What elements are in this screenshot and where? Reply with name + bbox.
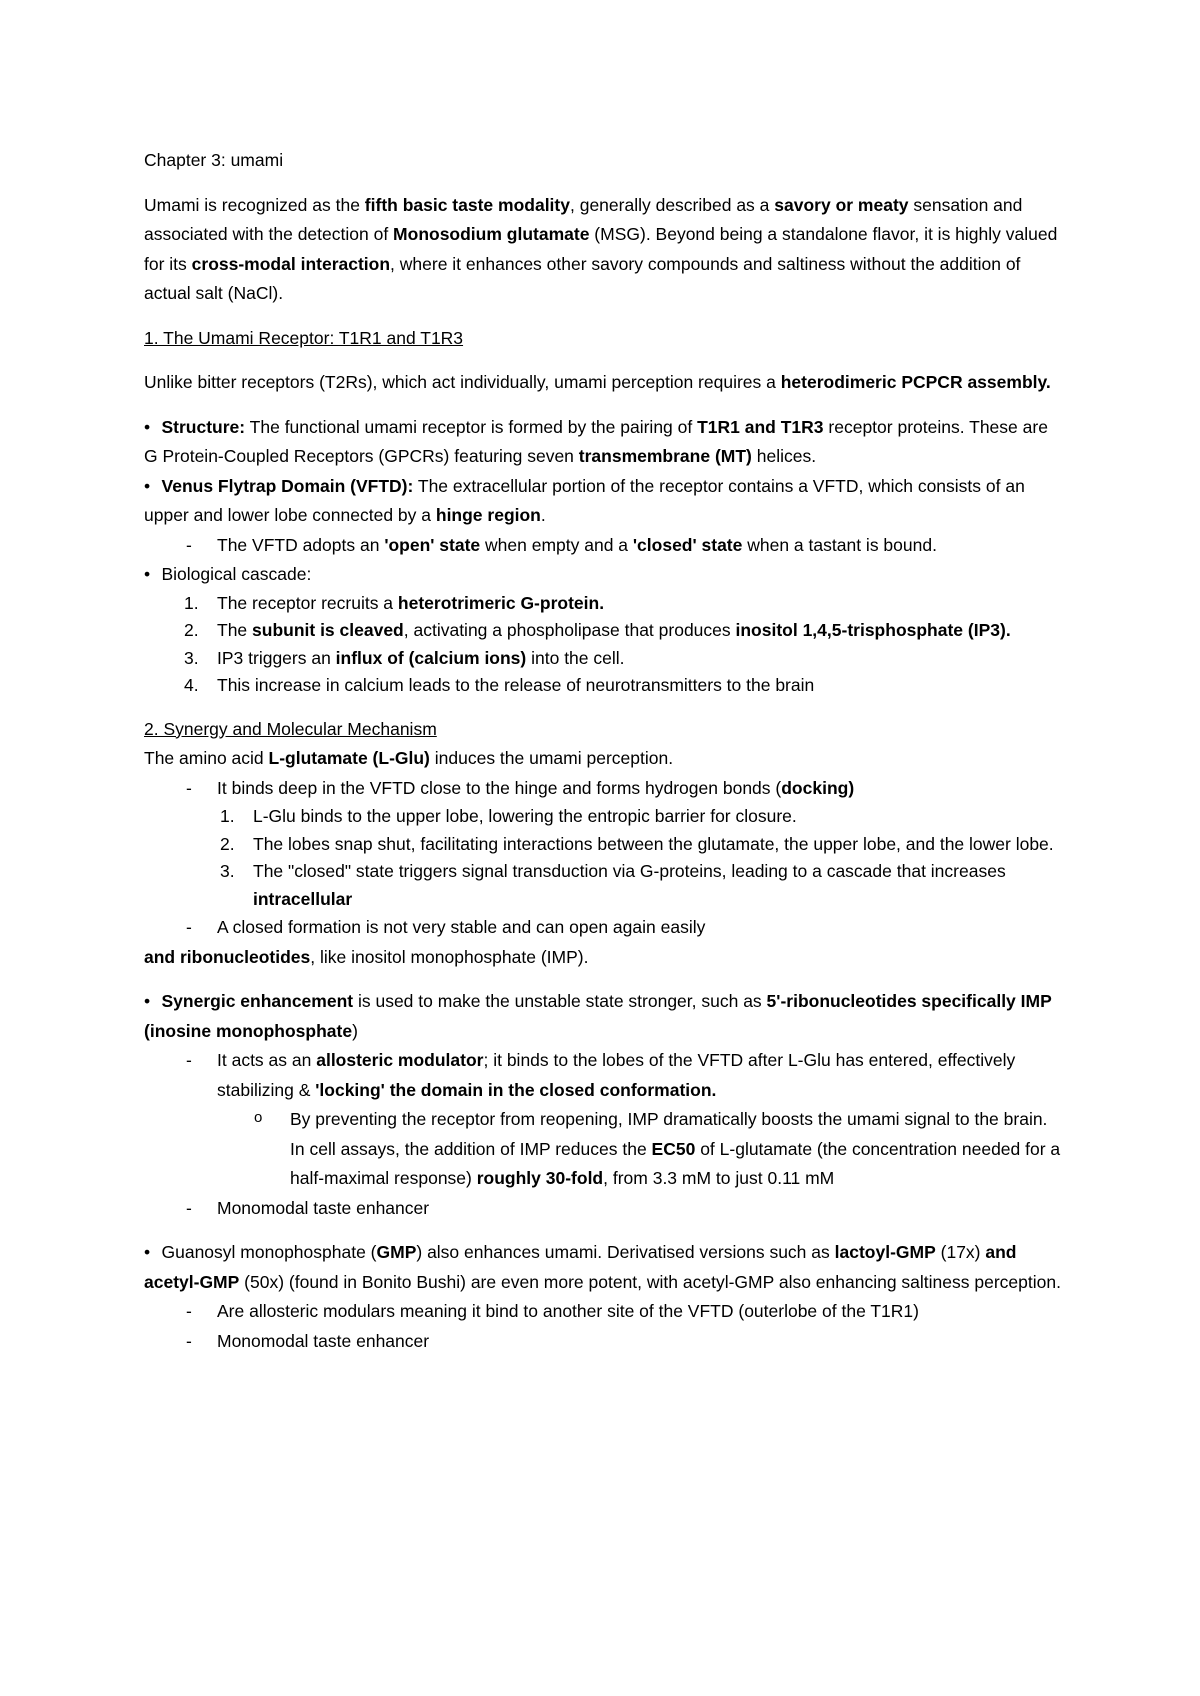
list-item <box>144 590 1064 618</box>
chapter-title: Chapter 3: umami <box>144 150 284 170</box>
structure-bold: transmembrane (MT) <box>578 446 752 466</box>
item-bold: roughly 30-fold <box>476 1168 604 1188</box>
step-number: 2. <box>220 833 235 854</box>
cascade-bullet <box>144 560 1064 590</box>
lead-text: induces the umami perception. <box>429 748 674 768</box>
structure-text: The functional umami receptor is formed by the pairing of <box>245 416 698 437</box>
item-bold: EC50 <box>651 1138 696 1159</box>
lead-bold: L-glutamate (L-Glu) <box>268 748 430 768</box>
step-text: This increase in calcium leads to the release of neurotransmitters to the brain <box>217 675 815 695</box>
list-item <box>144 831 1064 859</box>
step-bold: inositol 1,4,5-trisphosphate (IP3). <box>735 620 1011 640</box>
step-text: The <box>217 620 253 640</box>
item-text: when empty and a <box>480 534 633 555</box>
structure-text: receptor proteins. These are G Protein-Coupled Receptors (GPCRs) featuring seven <box>144 416 1048 466</box>
section1-lead <box>144 368 1064 398</box>
step-number: 3. <box>184 647 199 668</box>
lead-text: Unlike bitter receptors (T2Rs), which act individually, umami perception requires a <box>144 372 781 392</box>
step-number: 4. <box>184 675 199 695</box>
cascade-steps <box>144 590 1064 700</box>
vftd-bullet <box>144 472 1064 531</box>
intro-bold: fifth basic taste modality <box>364 194 570 215</box>
structure-text: helices. <box>751 446 817 466</box>
vftd-label: Venus Flytrap Domain (VFTD): <box>161 475 414 496</box>
synergic-dash-list <box>144 1046 1064 1105</box>
list-item <box>144 803 1064 831</box>
document-body <box>144 146 1064 1356</box>
bullet-glyph: • <box>144 1242 151 1262</box>
item-text: It acts as an <box>217 1050 317 1070</box>
step-bold: intracellular <box>253 888 353 909</box>
item-bold: 'locking' the domain in the closed conformation. <box>315 1079 717 1100</box>
step-text: , activating a phospholipase that produces <box>403 620 736 640</box>
synergic-text: ) <box>352 1020 358 1041</box>
section2-dash-list <box>144 774 1064 804</box>
item-text: The VFTD adopts an <box>217 534 385 555</box>
intro-text: , generally described as a <box>569 194 775 215</box>
list-item: - Monomodal taste enhancer <box>144 1327 1064 1357</box>
item-bold: allosteric modulator <box>316 1050 484 1070</box>
intro-paragraph <box>144 191 1064 309</box>
bullet-glyph: • <box>144 475 151 496</box>
gmp-text: (50x) (found in Bonito Bushi) are even more potent, with acetyl-GMP also enhancing saltiness perception. <box>239 1271 1061 1292</box>
step-number: 1. <box>184 592 199 613</box>
intro-text: Umami is recognized as the <box>144 194 365 215</box>
item-bold: docking) <box>781 777 855 798</box>
section2-heading: 2. Synergy and Molecular Mechanism <box>144 718 437 739</box>
item-text: ; it binds to the lobes of the VFTD after L-Glu has entered, effectively stabilizing & <box>217 1050 1016 1100</box>
step-text: The "closed" state triggers signal transduction via G-proteins, leading to a cascade that increases <box>253 861 1006 881</box>
list-item <box>144 617 1064 645</box>
lead-bold: heterodimeric PCPCR assembly. <box>780 372 1051 392</box>
list-item: - Monomodal taste enhancer <box>144 1194 1064 1224</box>
cascade-label: Biological cascade: <box>161 564 312 584</box>
synergic-dash-list-2 <box>144 1194 1064 1224</box>
step-bold: influx of (calcium ions) <box>335 647 527 668</box>
lead-text: The amino acid <box>144 748 269 768</box>
intro-bold: cross-modal interaction <box>191 253 391 274</box>
gmp-bold: GMP <box>376 1242 417 1262</box>
step-text: The lobes snap shut, facilitating interactions between the glutamate, the upper lobe, and the lower lobe. <box>253 833 1054 854</box>
item-text: of L-glutamate (the concentration needed for a half-maximal response) <box>290 1138 1061 1188</box>
intro-bold: Monosodium glutamate <box>393 224 590 244</box>
section1-heading: 1. The Umami Receptor: T1R1 and T1R3 <box>144 327 464 348</box>
list-item <box>144 1046 1064 1105</box>
gmp-dash-list <box>144 1297 1064 1356</box>
step-number: 3. <box>220 861 235 881</box>
vftd-text: . <box>540 505 546 525</box>
item-bold: 'open' state <box>384 534 481 555</box>
gmp-text: (17x) <box>935 1242 986 1262</box>
intro-text: sensation and associated with the detection of <box>144 194 1023 244</box>
list-item <box>144 672 1064 700</box>
section2-dash-list-2 <box>144 913 1064 943</box>
bullet-glyph: • <box>144 416 151 437</box>
vftd-bold: hinge region <box>435 505 541 525</box>
list-item <box>144 531 1064 561</box>
gmp-text: Guanosyl monophosphate ( <box>161 1242 377 1262</box>
vftd-dash-list <box>144 531 1064 561</box>
list-item <box>144 858 1064 913</box>
vftd-text: The extracellular portion of the receptor contains a VFTD, which consists of an upper and lower lobe connected by a <box>144 475 1025 525</box>
structure-bold: T1R1 and T1R3 <box>697 416 824 437</box>
step-bold: subunit is cleaved <box>252 620 404 640</box>
list-item <box>144 645 1064 673</box>
gmp-bullet <box>144 1238 1064 1297</box>
structure-label: Structure: <box>161 416 246 437</box>
item-text: It binds deep in the VFTD close to the hinge and forms hydrogen bonds ( <box>217 777 782 798</box>
synergic-sub-list <box>144 1105 1064 1194</box>
step-bold: heterotrimeric G-protein. <box>397 592 605 613</box>
list-item <box>144 774 1064 804</box>
step-number: 2. <box>184 620 199 640</box>
synergic-text: is used to make the unstable state stronger, such as <box>353 991 767 1011</box>
step-text: The receptor recruits a <box>217 592 398 613</box>
list-item: - A closed formation is not very stable and can open again easily <box>144 913 1064 943</box>
gmp-text: ) also enhances umami. Derivatised versions such as <box>416 1242 835 1262</box>
bullet-glyph: • <box>144 564 151 584</box>
item-bold: 'closed' state <box>632 534 743 555</box>
step-text: IP3 triggers an <box>217 647 336 668</box>
ribo-text: , like inositol monophosphate (IMP). <box>310 946 589 967</box>
item-text: , from 3.3 mM to just 0.11 mM <box>603 1168 835 1188</box>
list-item: - Are allosteric modulars meaning it bind to another site of the VFTD (outerlobe of the T1R1) <box>144 1297 1064 1327</box>
step-text: into the cell. <box>526 647 625 668</box>
synergic-label: Synergic enhancement <box>161 991 354 1011</box>
intro-text: (MSG). Beyond being a standalone flavor, it is highly valued for its <box>144 224 1058 274</box>
ribonucleotides-line <box>144 943 1064 973</box>
synergic-bold: 5'-ribonucleotides specifically IMP (inosine monophosphate <box>144 991 1052 1041</box>
item-text: By preventing the receptor from reopening, IMP dramatically boosts the umami signal to the brain. In cell assays, the addition of IMP reduces the <box>290 1109 1048 1159</box>
gmp-bold: lactoyl-GMP <box>834 1242 936 1262</box>
ribo-bold: and ribonucleotides <box>144 946 311 967</box>
step-text: L-Glu binds to the upper lobe, lowering the entropic barrier for closure. <box>253 806 797 826</box>
list-item <box>144 1105 1064 1194</box>
intro-bold: savory or meaty <box>774 194 909 215</box>
item-text: when a tastant is bound. <box>742 534 937 555</box>
bullet-glyph: • <box>144 991 151 1011</box>
gmp-bold: and acetyl-GMP <box>144 1242 1017 1292</box>
synergic-bullet <box>144 987 1064 1046</box>
intro-text: , where it enhances other savory compounds and saltiness without the addition of actual salt (NaCl). <box>144 253 1021 303</box>
docking-steps <box>144 803 1064 913</box>
section2-lead <box>144 744 1064 774</box>
structure-bullet <box>144 413 1064 472</box>
step-number: 1. <box>220 806 235 826</box>
